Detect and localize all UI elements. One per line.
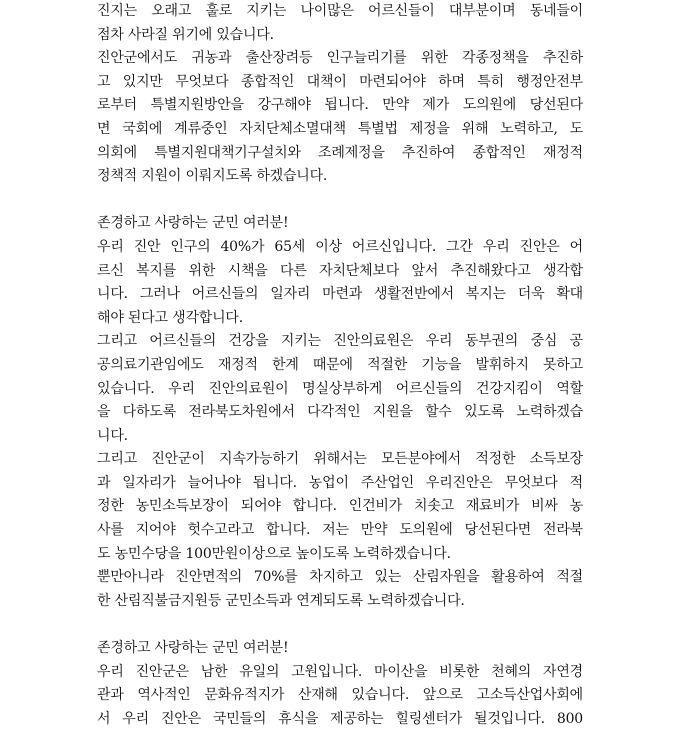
text-line: 르신 복지를 위한 시책을 다른 자치단체보다 앞서 추진해왔다고 생각합 bbox=[97, 262, 583, 279]
text-line: 그리고 어르신들의 건강을 지키는 진안의료원은 우리 동부권의 중심 공 bbox=[97, 333, 583, 350]
text-line: 그리고 진안군이 지속가능하기 위해서는 모든분야에서 적정한 소득보장 bbox=[97, 451, 583, 468]
text-line: 의회에 특별지원대책기구설치와 조례제정을 추진하여 종합적인 재정적 bbox=[97, 144, 583, 161]
text-line: 관과 역사적인 문화유적지가 산재해 있습니다. 앞으로 고소득산업사회에 bbox=[97, 687, 583, 704]
text-line: 사를 지어야 헛수고라고 합니다. 저는 만약 도의원에 당선된다면 전라북 bbox=[97, 522, 583, 539]
paragraph-gap bbox=[97, 189, 583, 213]
paragraph bbox=[97, 448, 583, 566]
paragraph-gap bbox=[97, 613, 583, 637]
text-line: 존경하고 사랑하는 군민 여러분! bbox=[97, 640, 289, 657]
text-line: 과 일자리가 늘어나야 됩니다. 농업이 주산업인 우리진안은 무엇보다 적 bbox=[97, 474, 583, 491]
text-line: 진지는 오래고 훌로 지키는 나이많은 어르신들이 대부분이며 동네들이 bbox=[97, 3, 583, 19]
text-line: 점차 사라질 위기에 있습니다. bbox=[97, 26, 274, 43]
document-page bbox=[97, 0, 583, 731]
text-line: 진안군에서도 귀농과 출산장려등 인구늘리기를 위한 각종정책을 추진하 bbox=[97, 50, 583, 67]
text-line: 있습니다. 우리 진안의료원이 명실상부하게 어르신들의 건강지킴이 역할 bbox=[97, 380, 583, 397]
text-line: 니다. 그러나 어르신들의 일자리 마련과 생활전반에서 복지는 더욱 확대 bbox=[97, 286, 583, 303]
text-line: 뿐만아니라 진안면적의 70%를 차지하고 있는 산림자원을 활용하여 적절 bbox=[97, 569, 583, 586]
paragraph bbox=[97, 637, 583, 661]
paragraph bbox=[97, 330, 583, 448]
text-line: 공의료기관임에도 재정적 한계 때문에 적절한 기능을 발휘하지 못하고 bbox=[97, 356, 583, 373]
text-line: 정책적 지원이 이뤄지도록 하겠습니다. bbox=[97, 168, 328, 185]
text-line: 우리 진안군은 남한 유일의 고원입니다. 마이산을 비롯한 천혜의 자연경 bbox=[97, 663, 583, 680]
paragraph bbox=[97, 47, 583, 189]
paragraph bbox=[97, 0, 583, 47]
text-line: 존경하고 사랑하는 군민 여러분! bbox=[97, 215, 289, 232]
paragraph bbox=[97, 212, 583, 236]
paragraph bbox=[97, 566, 583, 613]
text-line: 면 국회에 계류중인 자치단체소멸대책 특별법 제정을 위해 노력하고, 도 bbox=[97, 120, 583, 137]
paragraph bbox=[97, 661, 583, 732]
text-line: 도 농민수당을 100만원이상으로 높이도록 노력하겠습니다. bbox=[97, 545, 451, 562]
text-line: 한 산림직불금지원등 군민소득과 연계되도록 노력하겠습니다. bbox=[97, 592, 465, 609]
text-line: 니다. bbox=[97, 427, 128, 444]
text-line: 로부터 특별지원방안을 강구해야 됩니다. 만약 제가 도의원에 당선된다 bbox=[97, 97, 583, 114]
text-line: 정한 농민소득보장이 되어야 합니다. 인건비가 치솟고 재료비가 비싸 농 bbox=[97, 498, 583, 515]
text-line: 고 있지만 무엇보다 종합적인 대책이 마련되어야 하며 특히 행정안전부 bbox=[97, 73, 583, 90]
text-line: 해야 된다고 생각합니다. bbox=[97, 309, 243, 326]
paragraph bbox=[97, 236, 583, 330]
text-line: 서 우리 진안은 국민들의 휴식을 제공하는 힐링센터가 될것입니다. 800 bbox=[97, 710, 583, 727]
text-line: 을 다하도록 전라북도차원에서 다각적인 지원을 할수 있도록 노력하겠습 bbox=[97, 404, 583, 421]
text-line: 우리 진안 인구의 40%가 65세 이상 어르신입니다. 그간 우리 진안은 어 bbox=[97, 238, 583, 255]
